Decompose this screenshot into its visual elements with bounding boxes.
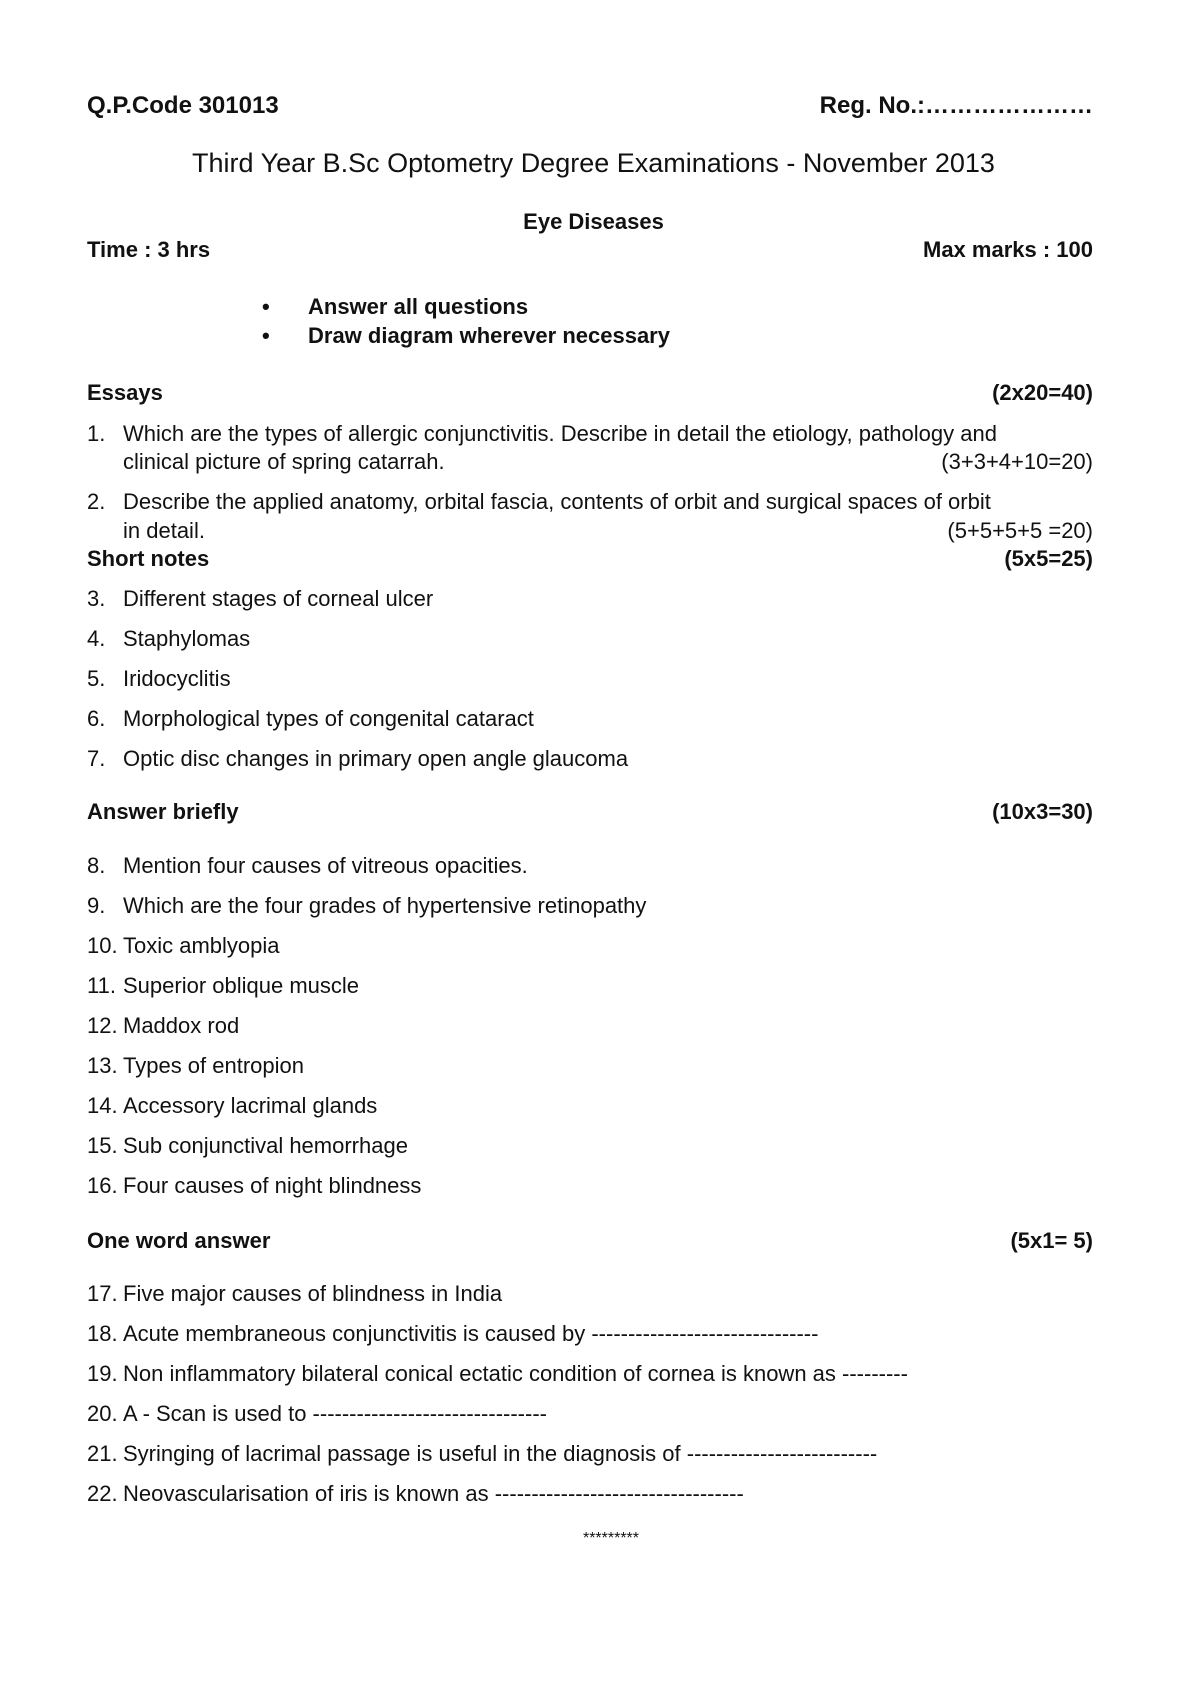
question-marks: (3+3+4+10=20) xyxy=(941,449,1093,474)
question-item xyxy=(87,1401,547,1427)
question-item xyxy=(87,746,628,772)
question-number: 6. xyxy=(87,706,106,731)
question-item xyxy=(87,586,433,612)
question-item xyxy=(87,1321,818,1347)
question-text: Different stages of corneal ulcer xyxy=(123,586,434,611)
question-text: Staphylomas xyxy=(123,626,251,651)
question-item xyxy=(87,626,250,652)
question-item xyxy=(87,1013,239,1039)
question-text: Non inflammatory bilateral conical ectatic condition of cornea is known as --------- xyxy=(123,1361,908,1386)
question-text: Types of entropion xyxy=(123,1053,305,1078)
section-title-one-word: One word answer xyxy=(87,1228,271,1253)
bullet-icon: • xyxy=(262,294,270,319)
question-number: 13. xyxy=(87,1053,118,1078)
instruction-item xyxy=(258,294,528,320)
question-item xyxy=(87,1053,304,1079)
question-number: 11. xyxy=(87,973,116,998)
question-item xyxy=(87,706,534,732)
question-number: 7. xyxy=(87,746,106,771)
question-item xyxy=(87,973,359,999)
question-item xyxy=(87,933,280,959)
question-number: 2. xyxy=(87,489,106,514)
question-text: Superior oblique muscle xyxy=(123,973,360,998)
question-item xyxy=(87,893,646,919)
question-number: 16. xyxy=(87,1173,118,1198)
question-number: 8. xyxy=(87,853,106,878)
question-text: Which are the types of allergic conjunctivitis. Describe in detail the etiology, pathology and xyxy=(123,421,997,446)
question-number: 18. xyxy=(87,1321,118,1346)
question-number: 14. xyxy=(87,1093,118,1118)
reg-no: Reg. No.:………………… xyxy=(819,92,1093,119)
question-text: Describe the applied anatomy, orbital fascia, contents of orbit and surgical spaces of orbit xyxy=(123,489,991,514)
question-text: Five major causes of blindness in India xyxy=(123,1281,503,1306)
section-title-short-notes: Short notes xyxy=(87,546,210,571)
question-item xyxy=(87,1361,908,1387)
instruction-text: Draw diagram wherever necessary xyxy=(308,323,670,348)
question-text: Morphological types of congenital cataract xyxy=(123,706,534,731)
section-marks-answer-briefly: (10x3=30) xyxy=(992,799,1093,824)
question-item xyxy=(87,853,528,879)
question-number: 10. xyxy=(87,933,118,958)
question-number: 20. xyxy=(87,1401,118,1426)
question-text: Four causes of night blindness xyxy=(123,1173,422,1198)
question-text: Syringing of lacrimal passage is useful in the diagnosis of -------------------------- xyxy=(123,1441,878,1466)
max-marks: Max marks : 100 xyxy=(923,237,1093,262)
question-text: Which are the four grades of hypertensive retinopathy xyxy=(123,893,647,918)
question-number: 22. xyxy=(87,1481,118,1506)
question-text: Sub conjunctival hemorrhage xyxy=(123,1133,408,1158)
question-text: Mention four causes of vitreous opacities. xyxy=(123,853,528,878)
question-text: Optic disc changes in primary open angle glaucoma xyxy=(123,746,629,771)
question-number: 3. xyxy=(87,586,106,611)
question-item xyxy=(87,1093,377,1119)
question-text-continued: clinical picture of spring catarrah. xyxy=(123,449,445,474)
question-text: Iridocyclitis xyxy=(123,666,231,691)
exam-title: Third Year B.Sc Optometry Degree Examinations - November 2013 xyxy=(192,148,995,178)
question-item xyxy=(87,1173,421,1199)
instruction-text: Answer all questions xyxy=(308,294,529,319)
question-number: 19. xyxy=(87,1361,118,1386)
end-mark: ********* xyxy=(582,1530,640,1547)
qp-code: Q.P.Code 301013 xyxy=(87,92,279,119)
question-marks: (5+5+5+5 =20) xyxy=(947,518,1093,543)
question-number: 15. xyxy=(87,1133,118,1158)
question-text: Accessory lacrimal glands xyxy=(123,1093,378,1118)
section-marks-short-notes: (5x5=25) xyxy=(1004,546,1093,571)
question-text: Neovascularisation of iris is known as ---------------------------------- xyxy=(123,1481,744,1506)
question-item xyxy=(87,1481,744,1507)
instruction-item xyxy=(258,323,670,349)
subject-title: Eye Diseases xyxy=(523,209,664,234)
question-item xyxy=(87,489,991,515)
question-text: A - Scan is used to -------------------------------- xyxy=(123,1401,547,1426)
question-number: 17. xyxy=(87,1281,118,1306)
question-item xyxy=(87,1133,408,1159)
question-item xyxy=(87,421,997,447)
question-text: Toxic amblyopia xyxy=(123,933,280,958)
question-text: Maddox rod xyxy=(123,1013,240,1038)
question-number: 9. xyxy=(87,893,106,918)
section-marks-essays: (2x20=40) xyxy=(992,380,1093,405)
time-allowed: Time : 3 hrs xyxy=(87,237,211,262)
question-item xyxy=(87,1441,877,1467)
bullet-icon: • xyxy=(262,323,270,348)
question-item xyxy=(87,1281,502,1307)
question-item xyxy=(87,666,231,692)
question-number: 12. xyxy=(87,1013,118,1038)
question-text: Acute membraneous conjunctivitis is caused by ------------------------------- xyxy=(123,1321,819,1346)
question-number: 1. xyxy=(87,421,106,446)
question-number: 5. xyxy=(87,666,106,691)
section-title-essays: Essays xyxy=(87,380,163,405)
question-number: 21. xyxy=(87,1441,118,1466)
section-marks-one-word: (5x1= 5) xyxy=(1010,1228,1093,1253)
question-number: 4. xyxy=(87,626,106,651)
question-text-continued: in detail. xyxy=(123,518,205,543)
section-title-answer-briefly: Answer briefly xyxy=(87,799,239,824)
